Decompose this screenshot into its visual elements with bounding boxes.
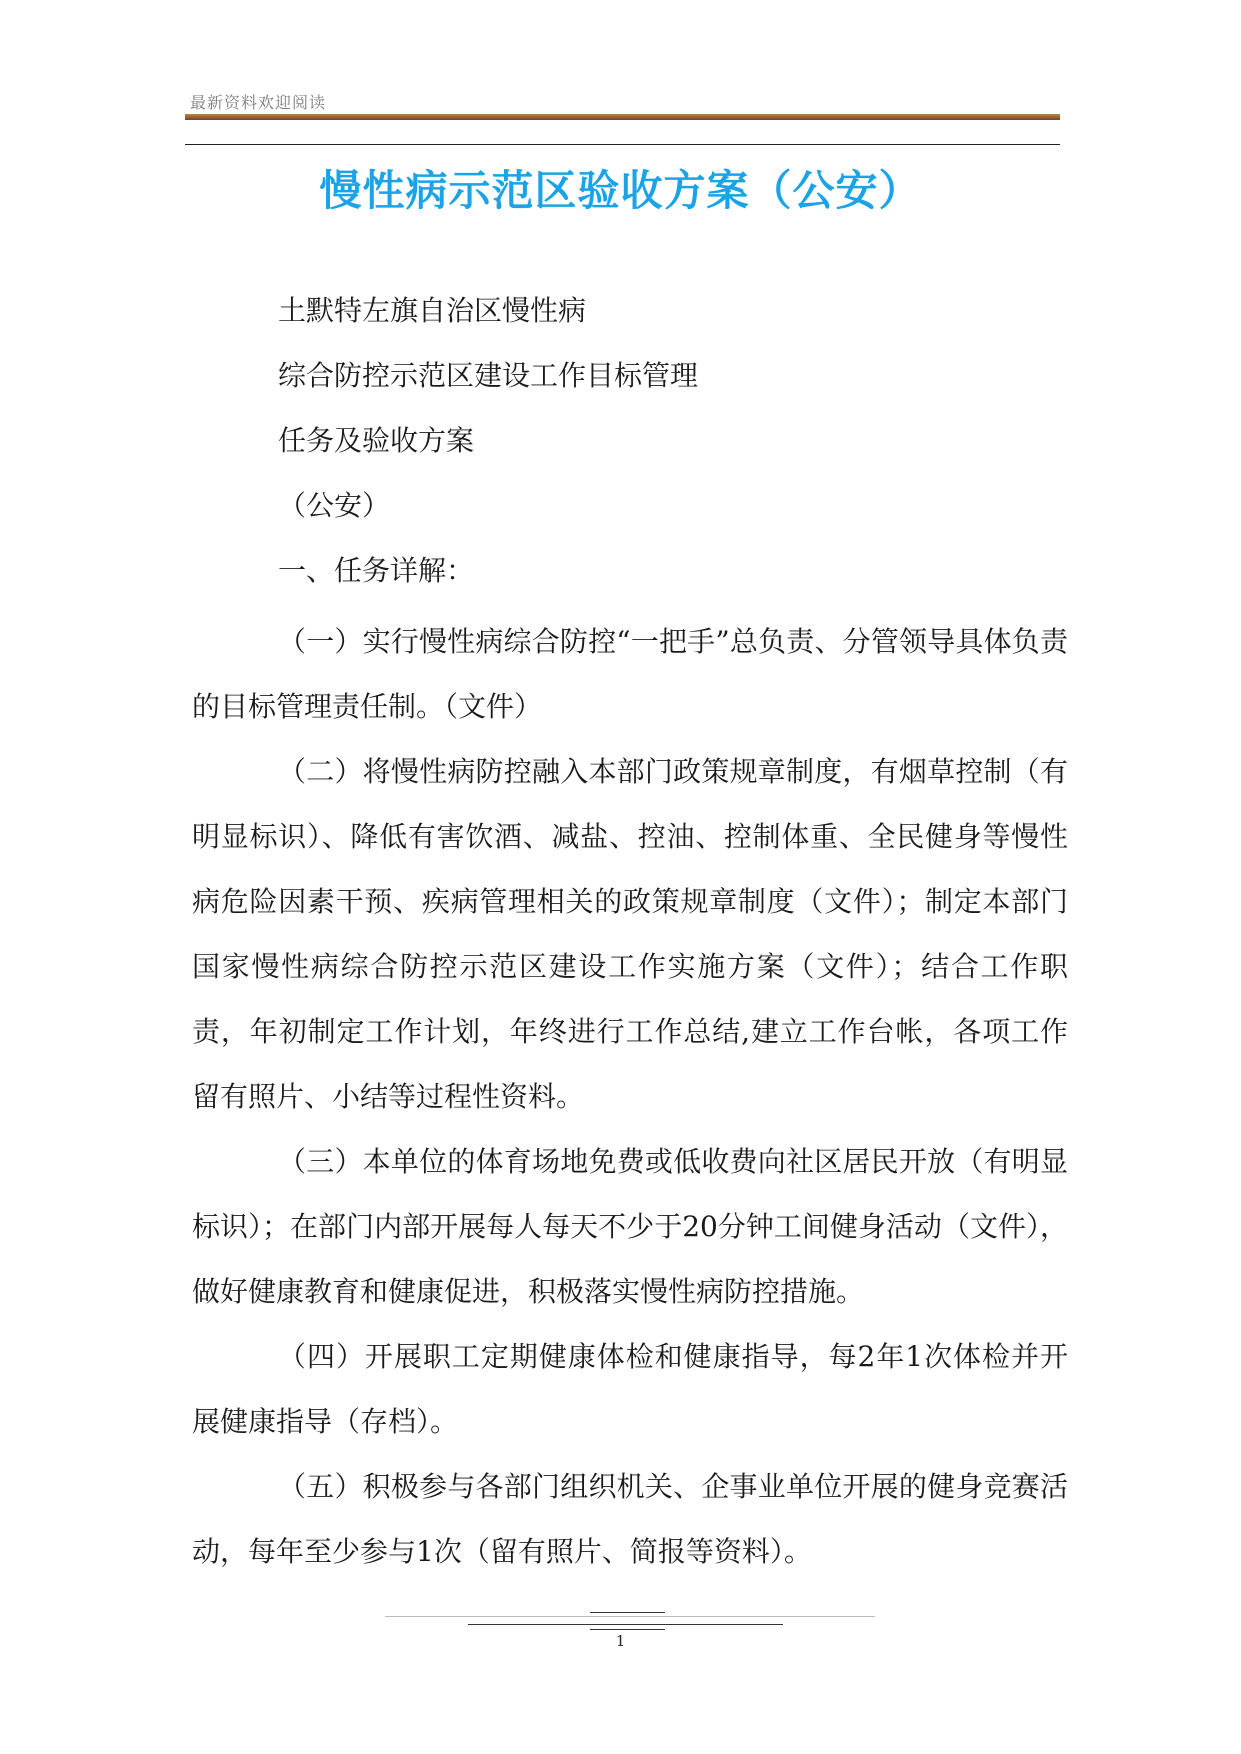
paragraph-3: （三）本单位的体育场地免费或低收费向社区居民开放（有明显标识）；在部门内部开展每人每天不少于20分钟工间健身活动（文件），做好健康教育和健康促进，积极落实慢性病防控措施。	[192, 1145, 1068, 1308]
intro-line: 综合防控示范区建设工作目标管理	[278, 359, 699, 392]
intro-line: 任务及验收方案	[278, 424, 475, 457]
document-title: 慢性病示范区验收方案（公安）	[319, 166, 922, 215]
paragraph-5: （五）积极参与各部门组织机关、企事业单位开展的健身竞赛活动，每年至少参与1次（留有照片、简报等资料）。	[192, 1470, 1068, 1568]
paragraph-4: （四）开展职工定期健康体检和健康指导，每2年1次体检并开展健康指导（存档）。	[192, 1340, 1068, 1438]
footer-rule	[385, 1616, 875, 1617]
intro-line: 土默特左旗自治区慢性病	[278, 294, 587, 327]
header-rule-thick	[185, 114, 1060, 120]
paragraph-1: （一）实行慢性病综合防控“一把手”总负责、分管领导具体负责的目标管理责任制。（文件）	[192, 625, 1068, 723]
header-text: 最新资料欢迎阅读	[190, 93, 327, 112]
footer-rule	[468, 1624, 783, 1625]
section-heading: 一、任务详解：	[278, 554, 475, 587]
paragraph-2: （二）将慢性病防控融入本部门政策规章制度，有烟草控制（有明显标识）、降低有害饮酒、减盐、控油、控制体重、全民健身等慢性病危险因素干预、疾病管理相关的政策规章制度（文件）；制定本部门国家慢性病综合防控示范区建设工作实施方案（文件）；结合工作职责，年初制定工作计划，年终进行工作总结,建立工作台帐，各项工作留有照片、小结等过程性资料。	[192, 755, 1068, 1113]
footer-rule	[590, 1612, 665, 1613]
page-number: 1	[615, 1632, 626, 1650]
intro-line: （公安）	[278, 489, 391, 522]
header-rule-thin	[185, 144, 1060, 145]
footer-rule	[590, 1629, 665, 1630]
